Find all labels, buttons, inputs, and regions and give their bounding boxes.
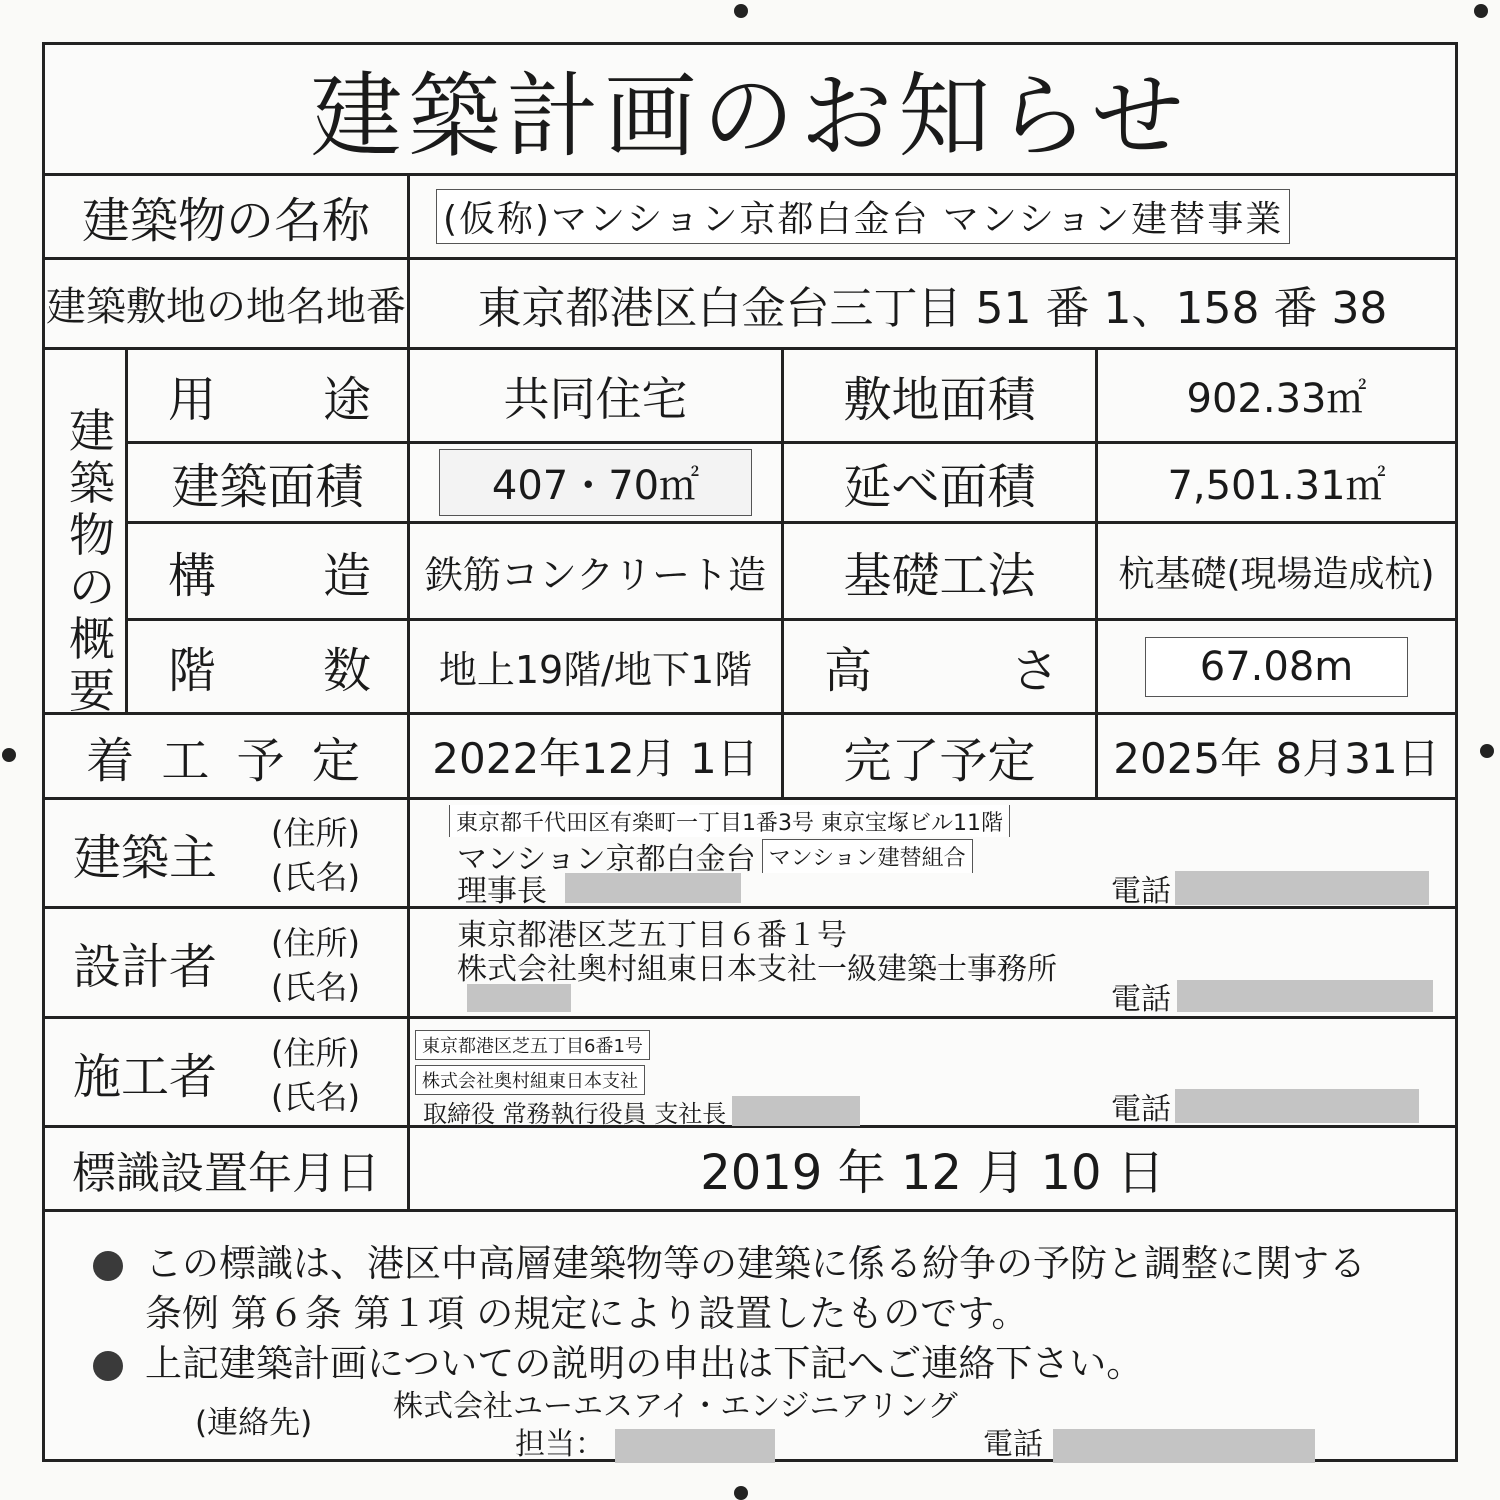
contact-person: 担当： — [515, 1419, 775, 1463]
posted-date-value: 2019 年 12 月 10 日 — [700, 1145, 1165, 1201]
building-name-value: (仮称)マンション京都白金台 マンション建替事業 — [410, 176, 1455, 257]
building-area-value: 407・70㎡ — [410, 444, 781, 521]
note-item: この標識は、港区中高層建築物等の建築に係る紛争の予防と調整に関する — [93, 1233, 1366, 1287]
structure-label: 構 造 — [168, 547, 371, 604]
note-item: 上記建築計画についての説明の申出は下記へご連絡下さい。 — [93, 1333, 1143, 1387]
designer-label: 設計者 — [73, 939, 218, 995]
overview-group-label: 建 築 物 の 概 要 — [69, 404, 115, 718]
owner-representative: 理事長 — [457, 871, 777, 905]
contractor-address: 東京都港区芝五丁目6番1号 — [415, 1029, 815, 1061]
contact-phone: 電話 — [983, 1419, 1315, 1463]
notice-frame — [42, 42, 1458, 1462]
contractor-representative: 取締役 常務執行役員 支社長 — [423, 1095, 903, 1127]
height-value: 67.08m — [1098, 621, 1455, 712]
total-floor-area-label: 延べ面積 — [843, 459, 1036, 515]
completion-value: 2025年 8月31日 — [1113, 734, 1440, 783]
owner-sub-labels: (住所) (氏名) — [271, 814, 360, 896]
site-area-value: 902.33㎡ — [1186, 376, 1367, 422]
building-name-label: 建築物の名称 — [81, 193, 370, 249]
foundation-method-value: 杭基礎(現場造成杭) — [1118, 553, 1435, 595]
contact-label: (連絡先) — [195, 1405, 313, 1441]
note-item-continued: 条例 第６条 第１項 の規定により設置したものです。 — [145, 1292, 1029, 1335]
site-label: 建築敷地の地名地番 — [46, 284, 406, 330]
building-area-label: 建築面積 — [171, 459, 364, 515]
contractor-label: 施工者 — [73, 1048, 218, 1105]
contractor-name: 株式会社奥村組東日本支社 — [415, 1064, 815, 1096]
use-value: 共同住宅 — [503, 371, 688, 426]
posted-date-label: 標識設置年月日 — [72, 1147, 380, 1199]
screw-icon — [2, 748, 16, 762]
construction-start-value: 2022年12月 1日 — [432, 734, 759, 783]
owner-name-line: マンション京都白金台 マンション建替組合 — [457, 839, 1057, 873]
construction-start-label: 着 工 予 定 — [86, 732, 366, 789]
use-label: 用 途 — [168, 372, 371, 428]
total-floor-area-value: 7,501.31㎡ — [1167, 463, 1386, 509]
designer-sub-labels: (住所) (氏名) — [271, 924, 360, 1006]
screw-icon — [734, 4, 748, 18]
floors-value: 地上19階/地下1階 — [438, 648, 753, 692]
site-address-value: 東京都港区白金台三丁目 51 番 1、158 番 38 — [477, 282, 1388, 334]
contact-company: 株式会社ユーエスアイ・エンジニアリング — [393, 1389, 958, 1424]
owner-label: 建築主 — [73, 829, 218, 886]
screw-icon — [734, 1486, 748, 1500]
contractor-sub-labels: (住所) (氏名) — [271, 1034, 360, 1116]
foundation-method-label: 基礎工法 — [843, 547, 1036, 604]
owner-phone: 電話 — [1111, 871, 1441, 905]
designer-phone: 電話 — [1111, 979, 1441, 1013]
site-area-label: 敷地面積 — [843, 372, 1036, 428]
bullet-icon — [93, 1351, 123, 1381]
designer-address: 東京都港区芝五丁目６番１号 — [457, 918, 847, 949]
page-title: 建築計画のお知らせ — [310, 63, 1190, 170]
designer-name: 株式会社奥村組東日本支社一級建築士事務所 — [457, 952, 1057, 983]
owner-address: 東京都千代田区有楽町一丁目1番3号 東京宝塚ビル11階 — [449, 805, 1089, 837]
designer-representative — [467, 983, 587, 1013]
bullet-icon — [93, 1251, 123, 1281]
contractor-phone: 電話 — [1111, 1089, 1441, 1123]
height-label: 高 さ — [824, 643, 1059, 699]
floors-label: 階 数 — [168, 643, 371, 699]
structure-value: 鉄筋コンクリート造 — [424, 552, 767, 597]
screw-icon — [1474, 4, 1488, 18]
screw-icon — [1480, 744, 1494, 758]
completion-label: 完了予定 — [843, 732, 1036, 789]
